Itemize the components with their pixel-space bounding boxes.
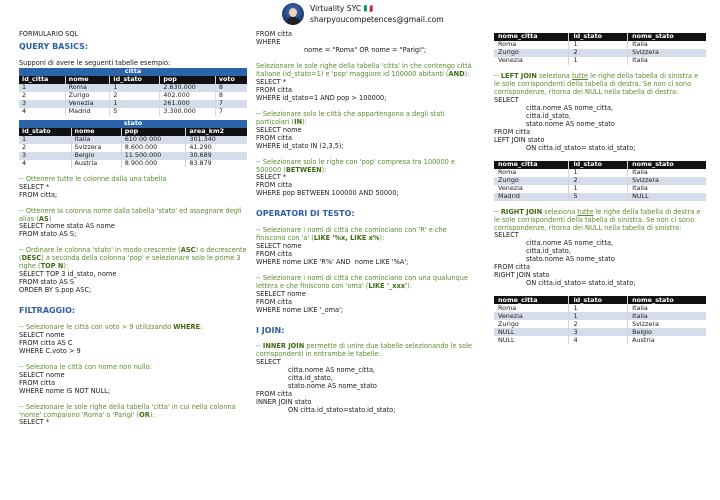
comment: -- Ordinare le colonna 'stato' in modo crescente (ASC) o decrescente (DESC) a seconda della colonna 'pop' e selezionare solo le prime 3 righe (TOP N):	[19, 246, 247, 271]
table-cell: 1	[569, 57, 628, 65]
table-cell: 1	[569, 41, 628, 49]
section-query-basics: QUERY BASICS:	[19, 42, 89, 51]
table-caption: citta	[19, 68, 247, 76]
table-row	[494, 185, 706, 193]
table-header-row	[494, 161, 706, 169]
table-cell: Roma	[494, 304, 569, 312]
code-block	[19, 419, 247, 427]
code-line: FROM citta	[256, 297, 293, 306]
code-block	[256, 291, 478, 315]
table-cell: Venezia	[494, 185, 569, 193]
code-line: nome = "Roma" OR nome = "Parigi";	[304, 46, 427, 54]
code-line: SELECT nome	[256, 241, 302, 250]
table-row	[494, 169, 706, 177]
table-cell: 30.689	[186, 152, 247, 160]
code-line: stato.nome AS nome_stato	[526, 255, 615, 264]
code-line: FROM citta	[494, 263, 531, 272]
table-cell: 11.500.000	[121, 152, 186, 160]
code-block	[256, 127, 478, 151]
table-cell: Italia	[628, 304, 706, 312]
table-cell: Svizzera	[71, 144, 121, 152]
table-cell: 402.000	[160, 92, 216, 100]
code-line: stato.nome AS nome_stato	[526, 119, 615, 128]
table-cell: Italia	[628, 57, 706, 65]
table-cell: Italia	[628, 169, 706, 177]
code-line: SEELECT nome	[256, 289, 306, 298]
code-block	[256, 174, 478, 198]
table-row	[494, 57, 706, 65]
intro-text: Supponi di avere le seguenti tabelle esempio:	[19, 58, 171, 67]
table-cell: 4	[569, 336, 628, 344]
code-block	[19, 372, 247, 396]
table-header-row	[494, 33, 706, 41]
column-header: voto	[215, 76, 247, 84]
code-line: WHERE id_stato=1 AND pop > 100000;	[256, 93, 387, 102]
table-cell: 2	[110, 92, 160, 100]
code-line: WHERE nome LIKE '_oma';	[256, 305, 344, 314]
column-header: nome_citta	[494, 33, 569, 41]
comment: -- Ottenere tutte le colonne dalla una tabella	[19, 174, 167, 183]
code-line: WHERE C.voto > 9	[19, 346, 81, 355]
comment: -- Selezionare solo le righe con 'pop' compresa tra 100000 e 500000 (BETWEEN):	[256, 157, 456, 174]
comment: -- Selezionare le sole righe della tabella 'citta' in cui nella colonna 'nome' compaiono 'Roma' o 'Parigi' (OR):	[19, 402, 236, 419]
contact-email: sharpyoucompetences@gmail.com	[310, 15, 444, 24]
table-cell: Roma	[65, 84, 110, 92]
column-header: pop	[121, 128, 186, 136]
table-cell: 5	[110, 108, 160, 116]
table-cell: Austria	[71, 160, 121, 168]
table-cell: Italia	[628, 41, 706, 49]
code-line: citta.id_stato,	[288, 374, 333, 383]
table-cell: 1	[569, 185, 628, 193]
table-row	[494, 328, 706, 336]
table-cell: 4	[19, 108, 65, 116]
column-header: nome	[71, 128, 121, 136]
code-line: citta.nome AS nome_citta,	[526, 103, 614, 112]
avatar	[282, 3, 304, 25]
code-block	[19, 271, 247, 295]
code-line: WHERE pop BETWEEN 100000 AND 50000;	[256, 189, 399, 198]
code-line: SELECT *	[19, 182, 50, 191]
table-cell: 1	[569, 312, 628, 320]
table-row	[19, 84, 247, 92]
code-line: SELECT	[494, 95, 519, 104]
code-line: FROM stato AS S;	[19, 230, 77, 239]
table-right-join-result	[494, 296, 706, 344]
table-cell: 1	[569, 169, 628, 177]
table-cell: Roma	[494, 41, 569, 49]
code-line: citta.nome AS nome_citta,	[288, 366, 376, 375]
code-line: WHERE	[256, 38, 281, 46]
column-header: nome_stato	[628, 33, 706, 41]
code-line: SELECT nome	[19, 370, 65, 379]
code-block	[19, 223, 247, 239]
code-line: WHERE nome LIKE 'R%' AND nome LIKE '%A';	[256, 257, 409, 266]
code-line: ORDER BY S.pop ASC;	[19, 286, 92, 295]
table-cell: 3	[569, 328, 628, 336]
table-cell: NULL	[494, 336, 569, 344]
code-line: FROM citta	[256, 133, 293, 142]
code-block	[256, 243, 478, 267]
code-line: FROM citta AS C	[19, 338, 73, 347]
table-cell: Zurigo	[494, 177, 569, 185]
comment: -- Selezionare i nomi di città che cominciano con una qualunque lettera e che finiscono con 'oma' (LIKE '_xxx'):	[256, 273, 468, 290]
table-cell: Belgio	[71, 152, 121, 160]
table-cell: 610 00 000	[121, 136, 186, 144]
column-header: id_stato	[569, 161, 628, 169]
code-line: FROM citta	[256, 181, 293, 190]
comment: -- LEFT JOIN seleziona tutte le righe della tabella di sinistra e le sole corrispondenti della tabella di destra. Se non ci sono corrispondenze, ritorna dei NULL nella tabella di destra:	[494, 72, 699, 96]
code-line: SELECT nome	[19, 330, 65, 339]
table-cell: 2	[569, 320, 628, 328]
table-cell: Zurigo	[494, 49, 569, 57]
code-block	[494, 240, 706, 264]
table-stato	[19, 120, 247, 168]
code-line: SELECT nome stato AS nome	[19, 222, 115, 231]
table-cell: 8	[215, 92, 247, 100]
code-line: FROM citta	[19, 378, 56, 387]
column-header: pop	[160, 76, 216, 84]
table-cell: Belgio	[628, 328, 706, 336]
code-block	[19, 184, 247, 200]
column-header: nome_citta	[494, 161, 569, 169]
code-line: FROM citta;	[19, 190, 58, 199]
table-cell: 3	[19, 100, 65, 108]
table-caption: stato	[19, 120, 247, 128]
section-operatori-testo: OPERATORI DI TESTO:	[256, 209, 355, 219]
code-line: ON citta.id_stato= stato.id_stato;	[526, 279, 636, 288]
table-row	[19, 100, 247, 108]
table-cell: Svizzera	[628, 320, 706, 328]
code-line: FROM citta	[256, 390, 293, 399]
code-line: WHERE nome IS NOT NULL;	[19, 386, 111, 395]
comment: Selezionare le sole righe della tabella 'citta' in che contengo città italiane (id_stato=1) e 'pop' maggiore id 100000 abitanti (AND):	[256, 62, 472, 78]
code-line: SELECT	[256, 358, 281, 367]
table-header-row	[19, 76, 247, 84]
table-cell: Madrid	[494, 193, 569, 201]
code-block	[494, 264, 706, 280]
code-line: FROM citta	[256, 30, 293, 38]
code-line: SELECT TOP 3 id_stato, nome	[19, 270, 117, 279]
table-cell: Roma	[494, 169, 569, 177]
table-left-join-result	[494, 161, 706, 201]
column-header: id_stato	[19, 128, 71, 136]
code-line: FROM citta	[256, 249, 293, 258]
table-row	[494, 304, 706, 312]
brand-name: Virtuality SYC 🇮🇹	[310, 4, 374, 13]
table-cell: 7	[215, 100, 247, 108]
table-citta	[19, 68, 247, 116]
column-header: nome	[65, 76, 110, 84]
table-cell: Madrid	[65, 108, 110, 116]
table-cell: Italia	[71, 136, 121, 144]
column-header: nome_stato	[628, 296, 706, 304]
table-row	[494, 312, 706, 320]
column-header: area_km2	[186, 128, 247, 136]
table-cell: Venezia	[494, 312, 569, 320]
table-cell: 8	[215, 84, 247, 92]
code-line: SELECT	[494, 231, 519, 240]
table-cell: NULL	[628, 193, 706, 201]
column-middle	[256, 31, 478, 415]
table-cell: 41.290	[186, 144, 247, 152]
code-line: SELECT *	[19, 418, 50, 427]
table-cell: 1	[110, 100, 160, 108]
table-cell: Venezia	[494, 57, 569, 65]
table-cell: 8.900.000	[121, 160, 186, 168]
table-row	[494, 41, 706, 49]
code-line: citta.id_stato,	[526, 247, 571, 256]
table-row	[494, 320, 706, 328]
code-block	[256, 31, 478, 47]
code-line: citta.nome AS nome_citta,	[526, 239, 614, 248]
table-inner-join-result	[494, 33, 706, 65]
table-cell: 5	[569, 193, 628, 201]
table-cell: 3	[19, 152, 71, 160]
table-cell: 3.300.000	[160, 108, 216, 116]
column-header: id_stato	[569, 296, 628, 304]
code-block	[256, 391, 478, 407]
code-line: SELECT nome	[256, 125, 302, 134]
comment: -- Selezionare i nomi di città che cominciano con 'R' e che finiscono con 'a' (LIKE '%x, LIKE x%):	[256, 226, 447, 242]
table-row	[494, 336, 706, 344]
table-row	[19, 92, 247, 100]
code-line: ON citta.id_stato=stato.id_stato;	[288, 406, 396, 415]
column-header: id_stato	[569, 33, 628, 41]
code-line: LEFT JOIN stato	[494, 135, 545, 144]
comment: -- Ottenere la colonna nome dalla tabella 'stato' ed assegnare degli alias (AS)	[19, 206, 242, 223]
code-line: WHERE id_stato IN (2,3,5);	[256, 141, 344, 150]
code-line: FROM citta	[494, 127, 531, 136]
table-cell: NULL	[494, 328, 569, 336]
table-cell: Italia	[628, 312, 706, 320]
column-left	[19, 31, 247, 427]
table-cell: 261.000	[160, 100, 216, 108]
table-cell: 2	[19, 92, 65, 100]
code-block	[256, 367, 478, 391]
column-header: nome_stato	[628, 161, 706, 169]
table-cell: 2	[569, 49, 628, 57]
comment: -- RIGHT JOIN seleziona tutte le righe della tabella di destra e le sole corrispondenti della tabella di sinistra. Se non ci sono corrispondenze, ritorna dei NULL nella tabella di sinistra:	[494, 207, 701, 232]
table-cell: 4	[19, 160, 71, 168]
comment: -- INNER JOIN permette di unire due tabelle selezionando le sole corrispondenti in entrambe le tabelle:	[256, 342, 472, 359]
table-cell: 8.600.000	[121, 144, 186, 152]
table-row	[494, 49, 706, 57]
table-cell: Svizzera	[628, 177, 706, 185]
comment: -- Selezionare le città con voto > 9 utilizzando WHERE:	[19, 322, 203, 331]
code-line: RIGHT JOIN stato	[494, 271, 550, 280]
table-cell: 2	[569, 177, 628, 185]
table-cell: Venezia	[65, 100, 110, 108]
table-cell: 83.879	[186, 160, 247, 168]
code-line: INNER JOIN stato	[256, 398, 312, 407]
code-line: FROM citta	[256, 85, 293, 94]
table-cell: 7	[215, 108, 247, 116]
table-cell: Svizzera	[628, 49, 706, 57]
table-cell: Zurigo	[494, 320, 569, 328]
table-cell: 1	[569, 304, 628, 312]
table-header-row	[494, 296, 706, 304]
table-cell: 2.830.000	[160, 84, 216, 92]
table-cell: 2	[19, 144, 71, 152]
code-line: FROM stato AS S	[19, 278, 75, 287]
code-line: SELECT *	[256, 173, 287, 182]
code-line: stato.nome AS nome_stato	[288, 382, 377, 391]
table-cell: Zurigo	[65, 92, 110, 100]
table-cell: 1	[19, 136, 71, 144]
table-row	[494, 193, 706, 201]
code-block	[494, 105, 706, 129]
table-cell: Austria	[628, 336, 706, 344]
table-cell: Italia	[628, 185, 706, 193]
comment: -- Seleziona le città con nome non nullo:	[19, 362, 152, 371]
column-header: id_stato	[110, 76, 160, 84]
code-block	[256, 79, 478, 103]
comment: -- Selezionare solo le città che appartengono a degli stati particolari (IN):	[256, 109, 445, 126]
document-title: FORMULARIO SQL	[19, 30, 79, 38]
code-block	[494, 129, 706, 145]
table-cell: 1	[19, 84, 65, 92]
table-cell: 1	[110, 84, 160, 92]
table-row	[19, 160, 247, 168]
code-block	[19, 332, 247, 356]
column-header: id_citta	[19, 76, 65, 84]
table-row	[19, 108, 247, 116]
section-join: I JOIN:	[256, 325, 285, 335]
code-line: citta.id_stato,	[526, 111, 571, 120]
table-cell: 301.340	[186, 136, 247, 144]
code-line: SELECT *	[256, 77, 287, 86]
header	[282, 3, 482, 27]
column-header: nome_citta	[494, 296, 569, 304]
code-line: ON citta.id_stato= stato.id_stato;	[526, 143, 636, 152]
table-row	[494, 177, 706, 185]
column-right	[494, 33, 706, 344]
section-filtraggio: FILTRAGGIO:	[19, 306, 76, 316]
